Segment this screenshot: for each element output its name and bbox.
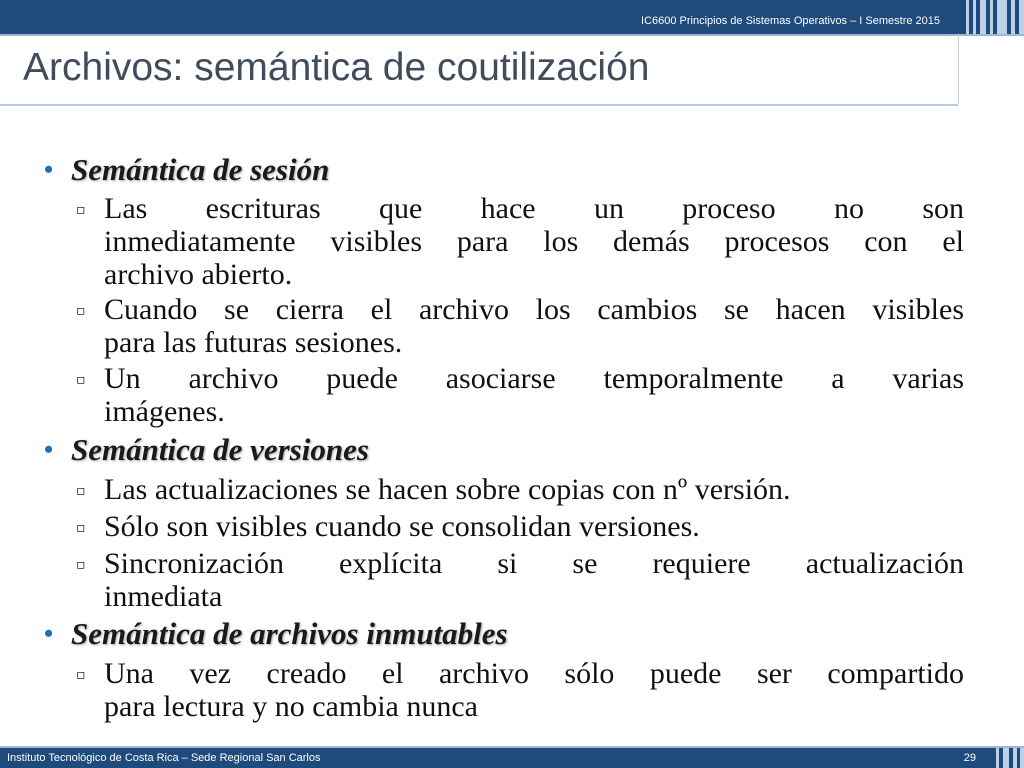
bottom-stripes bbox=[994, 748, 1024, 768]
bullet-dot-icon: • bbox=[44, 435, 54, 464]
footer-banner bbox=[0, 748, 1024, 768]
square-bullet-icon: ▫ bbox=[76, 483, 86, 499]
square-bullet-icon: ▫ bbox=[76, 667, 86, 683]
course-label: IC6600 Principios de Sistemas Operativos – I Semestre 2015 bbox=[641, 15, 940, 27]
slide-body: • Semántica de sesión ▫ Las escrituras que hace un proceso no son inmediatamente visibles para los demás procesos con el archivo abierto. ▫ Cuando se cierra el archivo los cambios se hacen visibles para las futuras sesiones. ▫ Un archivo puede asociarse temporalmente a varias imágenes. • Semántica de versiones ▫ Las actualizaciones se hacen sobre copias con nº versión. ▫ Sólo son visibles cuando se consolidan versiones. ▫ Sincronización explícita si se requiere actualización inmediata • Semántica de archivos inmutables ▫ Una vez creado el archivo sólo puede ser compartido para lectura y no cambia nunca bbox=[44, 152, 964, 723]
square-bullet-icon: ▫ bbox=[76, 303, 86, 319]
institution-label: Instituto Tecnológico de Costa Rica – Sede Regional San Carlos bbox=[7, 752, 321, 764]
bullet-dot-icon: • bbox=[44, 619, 54, 648]
bullet-dot-icon: • bbox=[44, 155, 54, 184]
square-bullet-icon: ▫ bbox=[76, 202, 86, 218]
square-bullet-icon: ▫ bbox=[76, 557, 86, 573]
square-bullet-icon: ▫ bbox=[76, 372, 86, 388]
page-number: 29 bbox=[963, 752, 976, 764]
slide-title: Archivos: semántica de coutilización bbox=[23, 46, 650, 89]
square-bullet-icon: ▫ bbox=[76, 520, 86, 536]
